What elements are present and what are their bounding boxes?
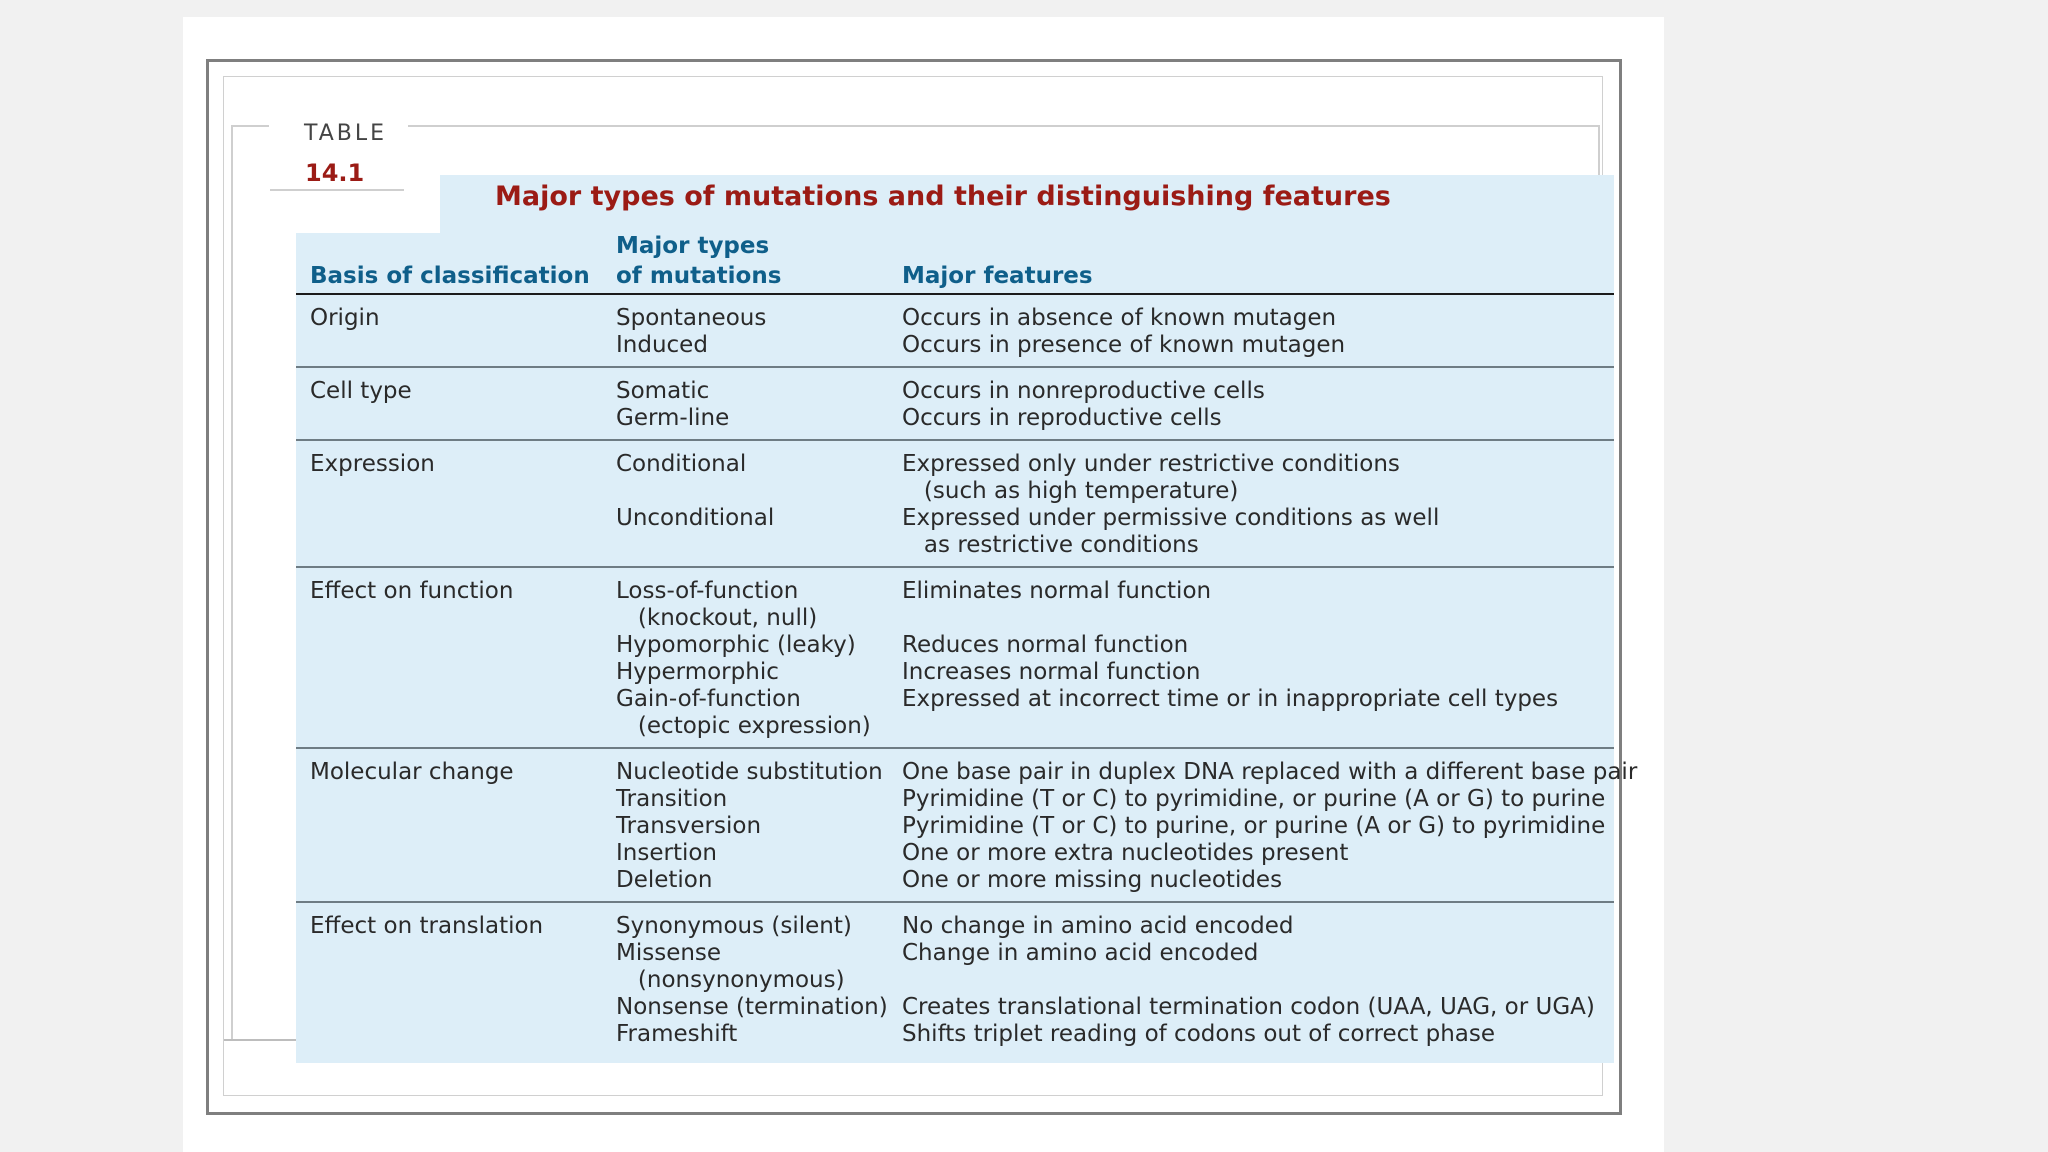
table-row-group	[296, 749, 1638, 903]
mutation-type	[616, 478, 774, 505]
mutation-type: Deletion	[616, 867, 713, 893]
column-header-features: Major features	[902, 263, 1093, 289]
types-cell	[616, 451, 774, 559]
mutation-type: Synonymous (silent)	[616, 913, 852, 939]
mutation-feature: Expressed at incorrect time or in inappropriate cell types	[902, 686, 1559, 712]
mutation-type: Transversion	[616, 813, 762, 839]
features-cell	[902, 305, 1345, 359]
mutation-type: Gain-of-function	[616, 686, 801, 712]
table-row-group	[296, 368, 1614, 441]
types-cell	[616, 378, 729, 432]
types-cell	[616, 913, 888, 1048]
mutation-type: Conditional	[616, 451, 747, 477]
mutation-type: Spontaneous	[616, 305, 767, 331]
mutation-type: (nonsynonymous)	[616, 967, 845, 993]
table-row-group	[296, 295, 1614, 368]
mutation-feature	[902, 605, 1558, 632]
mutation-type: Hypermorphic	[616, 659, 779, 685]
basis-cell: Effect on translation	[310, 913, 544, 939]
mutation-feature: Occurs in nonreproductive cells	[902, 378, 1265, 404]
mutation-feature	[902, 967, 1595, 994]
mutation-type: (ectopic expression)	[616, 713, 871, 739]
table-row-group	[296, 903, 1614, 1057]
mutation-feature: Expressed under permissive conditions as well	[902, 505, 1440, 531]
mutation-feature: Increases normal function	[902, 659, 1201, 685]
table-row-group	[296, 568, 1614, 749]
mutation-type: Missense	[616, 940, 722, 966]
frame-rule	[231, 125, 233, 1039]
mutation-feature: One or more extra nucleotides present	[902, 840, 1349, 866]
frame-rule	[408, 125, 1600, 127]
features-cell	[902, 913, 1595, 1048]
column-header-types-line1: Major types	[616, 233, 770, 259]
mutation-feature: No change in amino acid encoded	[902, 913, 1294, 939]
mutation-type: Loss-of-function	[616, 578, 799, 604]
mutation-feature: Occurs in presence of known mutagen	[902, 332, 1346, 358]
features-cell	[902, 378, 1265, 432]
mutation-type: (knockout, null)	[616, 605, 818, 631]
table-panel	[296, 175, 1638, 1063]
mutation-type: Insertion	[616, 840, 718, 866]
column-header-types-line2: of mutations	[616, 263, 782, 289]
mutation-type: Nonsense (termination)	[616, 994, 888, 1020]
mutation-feature: One or more missing nucleotides	[902, 867, 1283, 893]
mutation-type: Transition	[616, 786, 728, 812]
mutation-feature: Occurs in absence of known mutagen	[902, 305, 1337, 331]
features-cell	[902, 451, 1439, 559]
mutation-feature: One base pair in duplex DNA replaced with a different base pair	[902, 759, 1638, 785]
mutation-type: Nucleotide substitution	[616, 759, 883, 785]
features-cell	[902, 578, 1558, 740]
mutation-feature: Pyrimidine (T or C) to purine, or purine (A or G) to pyrimidine	[902, 813, 1606, 839]
mutation-feature: Reduces normal function	[902, 632, 1189, 658]
mutation-type: Germ-line	[616, 405, 730, 431]
mutation-feature: Shifts triplet reading of codons out of correct phase	[902, 1021, 1496, 1047]
mutation-type: Frameshift	[616, 1021, 738, 1047]
mutation-feature: Creates translational termination codon (UAA, UAG, or UGA)	[902, 994, 1595, 1020]
mutation-feature: Eliminates normal function	[902, 578, 1212, 604]
table-tab-label: TABLE	[304, 121, 388, 146]
mutation-feature: Occurs in reproductive cells	[902, 405, 1222, 431]
basis-cell: Cell type	[310, 378, 412, 404]
table-number: 14.1	[305, 159, 365, 187]
types-cell	[616, 578, 871, 740]
page	[183, 17, 1664, 1152]
table-tab	[270, 111, 404, 191]
mutation-type: Unconditional	[616, 505, 775, 531]
types-cell	[616, 305, 766, 359]
frame-rule	[231, 125, 269, 127]
mutation-feature	[902, 713, 1558, 740]
table-inner-frame	[223, 76, 1638, 1096]
tab-rule	[270, 189, 404, 191]
mutation-feature: Pyrimidine (T or C) to pyrimidine, or purine (A or G) to purine	[902, 786, 1606, 812]
mutation-feature: (such as high temperature)	[902, 478, 1239, 504]
basis-cell: Effect on function	[310, 578, 514, 604]
basis-cell: Origin	[310, 305, 380, 331]
mutation-feature: as restrictive conditions	[902, 532, 1199, 558]
mutation-type: Hypomorphic (leaky)	[616, 632, 856, 658]
features-cell	[902, 759, 1637, 894]
mutation-feature: Change in amino acid encoded	[902, 940, 1259, 966]
mutation-feature: Expressed only under restrictive conditions	[902, 451, 1400, 477]
mutation-type	[616, 532, 774, 559]
table-frame	[206, 59, 1638, 1115]
mutation-type: Induced	[616, 332, 708, 358]
basis-cell: Expression	[310, 451, 435, 477]
column-header-basis: Basis of classification	[310, 263, 590, 289]
mutation-type: Somatic	[616, 378, 710, 404]
table-title: Major types of mutations and their distinguishing features	[495, 181, 1391, 212]
table-row-group	[296, 441, 1614, 568]
basis-cell: Molecular change	[310, 759, 514, 785]
types-cell	[616, 759, 883, 894]
